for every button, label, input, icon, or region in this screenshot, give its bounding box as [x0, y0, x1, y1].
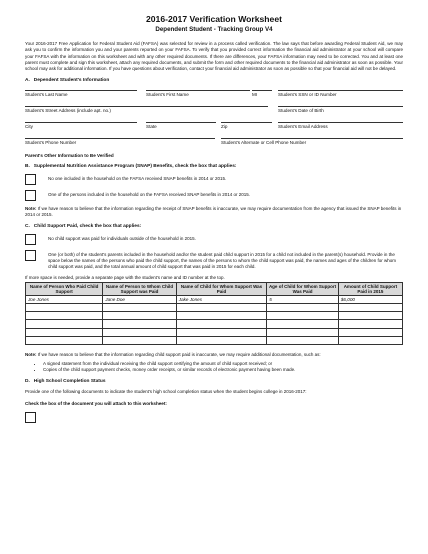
alt-phone-field[interactable]: Student's Alternate or Cell Phone Number	[221, 138, 403, 148]
field-row-name	[25, 85, 403, 99]
intro-paragraph: Your 2016-2017 Free Application for Federal Student Aid (FAFSA) was selected for review in a process called verification. The law says that before awarding Federal Student Aid, we may ask you to confirm the information you and your parents reported on your FAFSA. To verify that you provided correct information the financial aid administrator at your school will compare your FAFSA with the information on this worksheet and with any other required documents. If there are differences, your FAFSA information may need to be corrected. You and at least one parent must complete and sign this worksheet, attach any required documents, and submit the form and other required documents to the financial aid administrator as soon as possible. Your school may ask for additional information. If you have questions about verification, contact your financial aid administrator as soon as possible so that your financial aid will not be delayed.	[25, 41, 403, 72]
snap-none-label: No one included in the household on the FAFSA received SNAP benefits in 2014 or 2015.	[48, 176, 227, 182]
table-cell[interactable]	[338, 336, 402, 344]
snap-option-received	[25, 190, 403, 201]
table-cell[interactable]	[267, 336, 339, 344]
section-a-heading: A. Dependent Student's Information	[25, 78, 110, 84]
table-cell[interactable]	[338, 320, 402, 328]
snap-received-label: One of the persons included in the household on the FAFSA received SNAP benefits in 2014 or 2015.	[48, 192, 251, 198]
table-cell[interactable]	[338, 328, 402, 336]
section-d-text: Provide one of the following documents to indicate the student's high school completion status when the student begins college in 2016-2017:	[25, 388, 307, 394]
table-cell[interactable]	[103, 312, 177, 320]
table-cell[interactable]	[26, 328, 103, 336]
section-d-heading: D. High School Completion Status	[25, 378, 106, 384]
table-cell[interactable]	[176, 312, 266, 320]
middle-initial-field[interactable]: MI	[252, 90, 272, 100]
table-cell[interactable]	[267, 328, 339, 336]
table-row	[26, 312, 403, 320]
table-cell[interactable]	[176, 304, 266, 312]
table-row	[26, 320, 403, 328]
table-cell[interactable]	[103, 304, 177, 312]
child-support-none-checkbox[interactable]	[25, 234, 36, 245]
table-cell[interactable]: $6,000	[338, 295, 402, 303]
section-d-check-label: Check the box of the document you will attach to this worksheet:	[25, 400, 167, 406]
field-row-phone	[25, 133, 403, 147]
table-header-payer: Name of Person Who Paid Child Support	[26, 282, 103, 295]
child-support-option-none	[25, 234, 403, 245]
list-item: • A signed statement from the individual receiving the child support certifying the amount of child support received; or	[43, 361, 403, 367]
ssn-field[interactable]: Student's SSN or ID Number	[278, 90, 403, 100]
table-row	[26, 304, 403, 312]
child-support-table	[25, 282, 403, 345]
table-cell[interactable]	[176, 336, 266, 344]
table-cell[interactable]	[26, 336, 103, 344]
table-cell[interactable]	[267, 312, 339, 320]
table-row	[26, 336, 403, 344]
snap-option-none	[25, 174, 403, 185]
high-school-document-checkbox[interactable]	[25, 412, 36, 423]
city-field[interactable]: City	[25, 122, 137, 132]
table-cell[interactable]	[176, 328, 266, 336]
table-cell[interactable]	[338, 304, 402, 312]
child-support-none-label: No child support was paid for individuals outside of the household in 2015.	[48, 236, 196, 242]
table-cell[interactable]: Jake Jones	[176, 295, 266, 303]
snap-note-text: If we have reason to believe that the information regarding the receipt of SNAP benefits is inaccurate, we may require documentation from the agency that issued the SNAP benefits in 2014 or 2015.	[25, 206, 402, 218]
table-cell[interactable]: 5	[267, 295, 339, 303]
worksheet-subtitle: Dependent Student - Tracking Group V4	[155, 26, 273, 33]
state-field[interactable]: State	[146, 122, 216, 132]
child-support-note	[25, 352, 403, 358]
parents-info-heading: Parent's Other Information to Be Verified	[25, 153, 114, 159]
table-cell[interactable]	[267, 320, 339, 328]
child-support-option-paid	[25, 250, 403, 270]
snap-note-label: Note:	[25, 206, 37, 212]
snap-received-checkbox[interactable]	[25, 190, 36, 201]
table-header-child-name: Name of Child for Whom Support Was Paid	[176, 282, 266, 295]
table-cell[interactable]	[103, 336, 177, 344]
verification-worksheet-page	[25, 0, 403, 423]
date-of-birth-field[interactable]: Student's Date of Birth	[278, 106, 403, 116]
section-c-heading: C. Child Support Paid, check the box that applies:	[25, 224, 142, 230]
table-cell[interactable]	[176, 320, 266, 328]
field-row-city	[25, 117, 403, 131]
table-header-row	[26, 282, 403, 295]
documentation-list	[25, 361, 403, 373]
table-cell[interactable]	[338, 312, 402, 320]
table-header-recipient: Name of Person to Whom Child Support was Paid	[103, 282, 177, 295]
more-space-note: If more space is needed, provide a separate page with the student's name and ID number at the top.	[25, 275, 225, 281]
table-row	[26, 295, 403, 303]
first-name-field[interactable]: Student's First Name	[146, 90, 250, 100]
section-b-heading: B. Supplemental Nutrition Assistance Program (SNAP) Benefits, check the box that applies:	[25, 164, 237, 170]
snap-none-checkbox[interactable]	[25, 174, 36, 185]
snap-note	[25, 206, 403, 218]
child-support-note-label: Note:	[25, 352, 37, 358]
table-header-child-age: Age of Child for Whom Support Was Paid	[267, 282, 339, 295]
table-cell[interactable]	[26, 304, 103, 312]
table-header-amount: Amount of Child Support Paid in 2015	[338, 282, 402, 295]
table-cell[interactable]	[103, 320, 177, 328]
child-support-paid-checkbox[interactable]	[25, 250, 36, 261]
last-name-field[interactable]: Student's Last Name	[25, 90, 137, 100]
list-item: • Copies of the child support payment checks, money order receipts, or similar records of electronic payment having been made.	[43, 367, 403, 373]
zip-field[interactable]: Zip	[221, 122, 272, 132]
table-cell[interactable]	[267, 304, 339, 312]
table-cell[interactable]: Jane Doe	[103, 295, 177, 303]
street-address-field[interactable]: Student's Street Address (include apt. no.)	[25, 106, 268, 116]
worksheet-title: 2016-2017 Verification Worksheet	[146, 14, 282, 24]
phone-field[interactable]: Student's Phone Number	[25, 138, 215, 148]
email-field[interactable]: Student's Email Address	[278, 122, 403, 132]
child-support-paid-label: One (or both) of the student's parents included in the household and/or the student paid child support in 2015 for a child not included in the parent(s) household. Provide in the space below the names of the persons who paid the child support, the names of the persons to whom the child support was paid, the names and ages of the children for whom child support was paid, and the total annual amount of child support that was paid in 2015 for each child.	[48, 252, 396, 270]
field-row-address	[25, 101, 403, 115]
table-row	[26, 328, 403, 336]
table-cell[interactable]	[26, 320, 103, 328]
table-cell[interactable]	[103, 328, 177, 336]
table-cell[interactable]: Joe Jones	[26, 295, 103, 303]
table-cell[interactable]	[26, 312, 103, 320]
child-support-note-text: If we have reason to believe that the information regarding child support paid is inaccurate, we may require additional documentation, such as:	[36, 352, 321, 358]
